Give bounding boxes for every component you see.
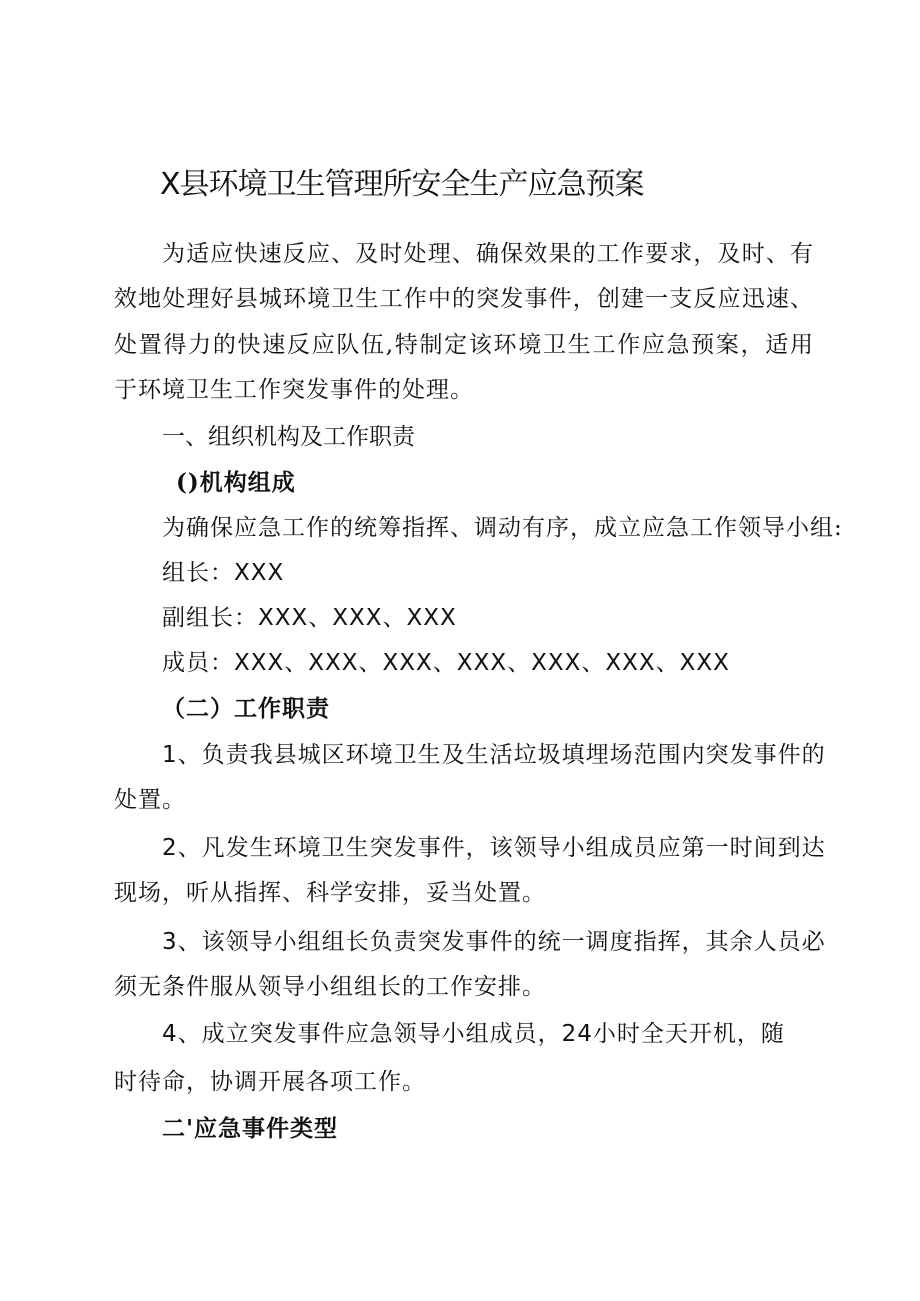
members-label: 成员： [162, 650, 234, 676]
document-title: X县环境卫生管理所安全生产应急预案 [160, 167, 644, 202]
duty-item-4-text-b: 小时全天开机，随 [592, 1021, 785, 1047]
duty-item-4-line1 [162, 1012, 785, 1057]
duty-item-4-text-a: 、成立突发事件应急领导小组成员， [177, 1021, 562, 1047]
duty-item-1-line2: 处置。 [114, 787, 186, 813]
members-line [162, 641, 730, 686]
duty-item-3-number: 3 [162, 929, 178, 955]
duty-item-2-text: 、凡发生环境卫生突发事件，该领导小组成员应第一时间到达 [177, 835, 826, 861]
duty-item-2-line1 [162, 826, 826, 871]
duty-item-4-line2: 时待命，协调开展各项工作。 [114, 1069, 426, 1095]
duty-item-1-number: 1 [162, 742, 178, 768]
duty-item-3-text: 、该领导小组组长负责突发事件的统一调度指挥，其余人员必 [177, 929, 826, 955]
section-2-heading: 二'应急事件类型 [162, 1115, 339, 1142]
duty-item-2-number: 2 [162, 835, 178, 861]
subsection-1-heading: ()机构组成 [176, 469, 296, 496]
duty-item-4-hours: 24 [561, 1021, 593, 1047]
leader-value: XXX [234, 560, 285, 586]
subsection-2-heading: （二）工作职责 [162, 695, 330, 722]
deputy-value: XXX、XXX、XXX [258, 605, 457, 631]
duty-item-3-line1 [162, 920, 826, 965]
leader-label: 组长： [162, 560, 234, 586]
deputy-label: 副组长： [162, 605, 258, 631]
members-value: XXX、XXX、XXX、XXX、XXX、XXX、XXX [234, 650, 730, 676]
leader-line [162, 551, 284, 596]
sub1-intro-text: 为确保应急工作的统筹指挥、调动有序，成立应急工作领导小组: [162, 515, 843, 541]
duty-item-2-line2: 现场，听从指挥、科学安排，妥当处置。 [114, 880, 546, 906]
duty-item-4-number: 4 [162, 1021, 178, 1047]
intro-paragraph: 为适应快速反应、及时处理、确保效果的工作要求，及时、有效地处理好县城环境卫生工作中的突发事件，创建一支反应迅速、处置得力的快速反应队伍,特制定该环境卫生工作应急预案，适用于环境卫生工作突发事件的处理。 [114, 241, 814, 403]
section-1-heading: 一、组织机构及工作职责 [162, 424, 415, 450]
duty-item-1-text: 、负责我县城区环境卫生及生活垃圾填埋场范围内突发事件的 [177, 742, 826, 768]
duty-item-3-line2: 须无条件服从领导小组组长的工作安排。 [114, 974, 546, 1000]
duty-item-1-line1 [162, 733, 826, 778]
deputy-line [162, 596, 457, 641]
